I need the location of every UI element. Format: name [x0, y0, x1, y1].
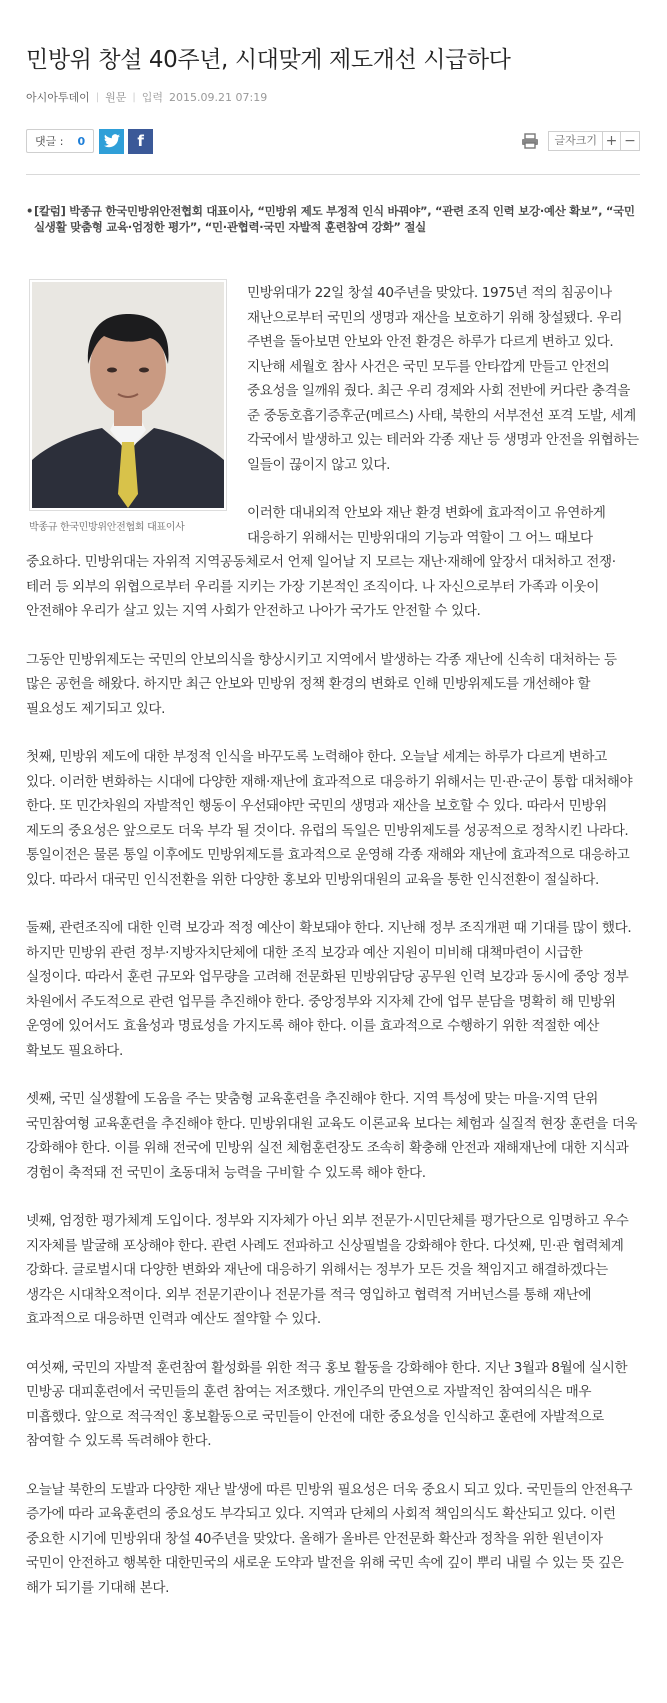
article-summary — [26, 203, 640, 235]
body-paragraph: 여섯째, 국민의 자발적 훈련참여 활성화를 위한 적극 홍보 활동을 강화해야 한다. 지난 3월과 8월에 실시한 민방공 대피훈련에서 국민들의 훈련 참여는 저조했다. 개인주의 만연으로 자발적인 참여의식은 매우 미흡했다. 앞으로 적극적인 홍보활동으로 국민들이 안전에 대한 중요성을 인식하고 훈련에 자발적으로 참여할 수 있도록 독려해야 한다. — [26, 1359, 628, 1449]
comment-label: 댓글 : — [35, 135, 64, 148]
body-paragraph: 둘째, 관련조직에 대한 인력 보강과 적정 예산이 확보돼야 한다. 지난해 정부 조직개편 때 기대를 많이 했다. 하지만 민방위 관련 정부·지방자치단체에 대한 조직 보강과 예산 지원이 미비해 대책마련이 시급한 실정이다. 따라서 훈련 규모와 업무량을 고려해 전문화된 민방위담당 공무원 인력 보강과 동시에 중앙 정부 차원에서 주도적으로 관련 업무를 추진해야 한다. 중앙정부와 지자체 간에 업무 분담을 명확히 해 민방위 운영에 있어서도 효율성과 명료성을 가지도록 해야 한다. 이를 효과적으로 수행하기 위한 적절한 예산 확보도 필요하다. — [26, 920, 632, 1059]
font-size-label: 글자크기 — [549, 132, 603, 150]
meta-divider: | — [95, 91, 100, 103]
author-photo[interactable] — [29, 279, 227, 511]
twitter-icon[interactable] — [99, 129, 124, 154]
body-paragraph: 셋째, 국민 실생활에 도움을 주는 맞춤형 교육훈련을 추진해야 한다. 지역 특성에 맞는 마을·지역 단위 국민참여형 교육훈련을 추진해야 한다. 민방위대원 교육도 이론교육 보다는 체험과 실질적 현장 훈련을 더욱 강화해야 한다. 이를 위해 전국에 민방위 실전 체험훈련장도 조속히 확충해 안전과 재해재난에 대한 지식과 경험이 축적돼 전 국민이 초동대처 능력을 구비할 수 있도록 해야 한다. — [26, 1091, 638, 1181]
font-size-control — [548, 131, 640, 151]
article-meta — [26, 89, 640, 105]
summary-bullet: • — [26, 204, 34, 218]
author-portrait-image — [32, 282, 224, 508]
body-paragraph: 그동안 민방위제도는 국민의 안보의식을 향상시키고 지역에서 발생하는 각종 재난에 신속히 대처하는 등 많은 공헌을 해왔다. 하지만 최근 안보와 민방위 정책 환경의 변화로 인해 민방위제도를 개선해야 할 필요성도 제기되고 있다. — [26, 651, 617, 717]
source-name[interactable]: 아시아투데이 — [26, 91, 90, 104]
body-paragraph: 이러한 대내외적 안보와 재난 환경 변화에 효과적이고 유연하게 대응하기 위해서는 민방위대의 기능과 역할이 그 어느 때보다 중요하다. 민방위대는 자위적 지역공동체로서 언제 일어날 지 모르는 재난·재해에 앞장서 대처하고 전쟁·테러 등 외부의 위협으로부터 우리를 지키는 가장 기본적인 조직이다. 나 자신으로부터 가족과 이웃이 안전해야 우리가 살고 있는 지역 사회가 안전하고 나아가 국가도 안전할 수 있다. — [26, 505, 616, 619]
article-title: 민방위 창설 40주년, 시대맞게 제도개선 시급하다 — [26, 47, 511, 73]
publish-date: 2015.09.21 07:19 — [169, 90, 268, 104]
summary-text: [칼럼] 박종규 한국민방위안전협회 대표이사, “민방위 제도 부정적 인식 바꿔야”, “관련 조직 인력 보강·예산 확보”, “국민 실생활 맞춤형 교육·엄정한 평가”, “민·관협력·국민 자발적 훈련참여 강화” 절실 — [34, 204, 635, 234]
body-paragraph: 민방위대가 22일 창설 40주년을 맞았다. 1975년 적의 침공이나 재난으로부터 국민의 생명과 재산을 보호하기 위해 창설됐다. 우리 주변을 돌아보면 안보와 안전 환경은 하루가 다르게 변하고 있다. 지난해 세월호 참사 사건은 국민 모두를 안타깝게 만들고 안전의 중요성을 일깨워 줬다. 최근 우리 경제와 사회 전반에 커다란 충격을 준 중동호흡기증후군(메르스) 사태, 북한의 서부전선 포격 도발, 세계 각국에서 발생하고 있는 테러와 각종 재난 등 생명과 안전을 위협하는 일들이 끊이지 않고 있다. — [247, 285, 639, 473]
meta-divider: | — [132, 91, 136, 103]
facebook-icon[interactable]: f — [128, 129, 153, 154]
twitter-bird-glyph — [104, 134, 120, 148]
font-decrease-button[interactable]: − — [624, 133, 636, 149]
article-toolbar — [26, 128, 640, 154]
author-photo-block — [29, 279, 231, 533]
original-link[interactable]: 원문 — [105, 91, 127, 104]
body-paragraph: 첫째, 민방위 제도에 대한 부정적 인식을 바꾸도록 노력해야 한다. 오늘날 세계는 하루가 다르게 변하고 있다. 이러한 변화하는 시대에 다양한 재해·재난에 효과적으로 대응하기 위해서는 민·관·군이 통합 대처해야 한다. 또 민간차원의 자발적인 행동이 우선돼야만 국민의 생명과 재산을 보호할 수 있다. 따라서 민방위 제도의 중요성은 앞으로도 더욱 부각 될 것이다. 유럽의 독일은 민방위제도를 성공적으로 정착시킨 나라다. 통일이전은 물론 통일 이후에도 민방위제도를 효과적으로 운영해 각종 재해와 재난에 효과적으로 대응하고 있다. 따라서 대국민 인식전환을 위한 다양한 홍보와 민방위대원의 교육을 통한 인식전환이 절실하다. — [26, 749, 633, 888]
photo-caption: 박종규 한국민방위안전협회 대표이사 — [29, 522, 185, 533]
print-icon[interactable] — [521, 133, 539, 149]
comment-button[interactable] — [26, 129, 94, 153]
font-increase-button[interactable]: + — [603, 132, 621, 150]
comment-count: 0 — [77, 134, 86, 148]
body-paragraph: 오늘날 북한의 도발과 다양한 재난 발생에 따른 민방위 필요성은 더욱 중요시 되고 있다. 국민들의 안전욕구 증가에 따라 교육훈련의 중요성도 부각되고 있다. 지역과 단체의 사회적 책임의식도 확산되고 있다. 이런 중요한 시기에 민방위대 창설 40주년을 맞았다. 올해가 올바른 안전문화 확산과 정착을 위한 원년이자 국민이 안전하고 행복한 대한민국의 새로운 도약과 발전을 위해 국민 속에 깊이 뿌리 내릴 수 있는 뜻 깊은 해가 되기를 기대해 본다. — [26, 1481, 633, 1596]
body-paragraph: 넷째, 엄정한 평가체계 도입이다. 정부와 지자체가 아닌 외부 전문가·시민단체를 평가단으로 임명하고 우수 지자체를 발굴해 포상해야 한다. 관련 사례도 전파하고 신상필벌을 강화해야 한다. 다섯째, 민·관 협력체계 강화다. 글로벌시대 다양한 변화와 재난에 대응하기 위해서는 정부가 모든 것을 책임지고 해결하겠다는 생각은 시대착오적이다. 외부 전문기관이나 전문가를 적극 영입하고 협력적 거버넌스를 통해 재난에 효과적으로 대응하면 인력과 예산도 절약할 수 있다. — [26, 1213, 629, 1327]
input-label: 입력 — [141, 91, 164, 104]
header-divider — [26, 174, 640, 175]
